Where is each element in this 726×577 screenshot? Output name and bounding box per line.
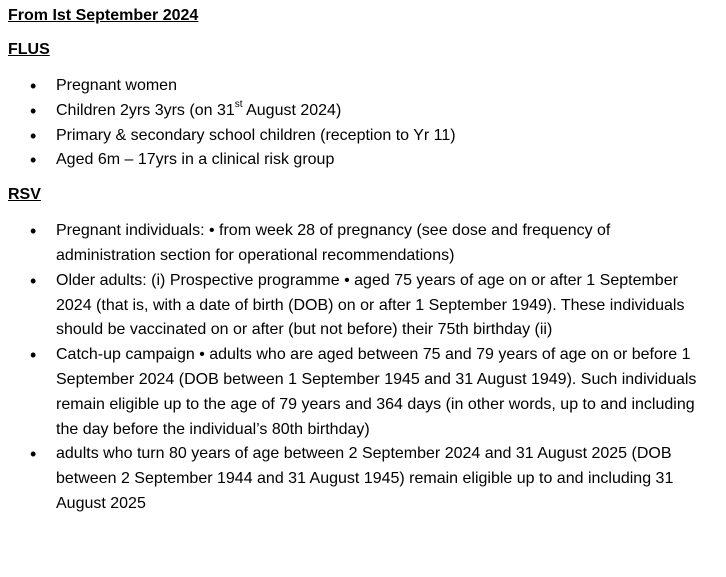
flus-item-children-sup: st	[234, 99, 243, 111]
rsv-heading: RSV	[8, 186, 41, 204]
flus-item-pregnant-women: • Pregnant women	[8, 74, 708, 99]
rsv-item-pregnant-individuals: • Pregnant individuals: • from week 28 of pregnancy (see dose and frequency of administration section for operational recommendations)	[8, 219, 708, 269]
flus-item-clinical-risk: • Aged 6m – 17yrs in a clinical risk group	[8, 148, 708, 173]
rsv-item-older-adults: • Older adults: (i) Prospective programme • aged 75 years of age on or after 1 September 2024 (that is, with a date of birth (DOB) on or after 1 September 1949). These individuals should be vaccinated on or after (but not before) their 75th birthday (ii)	[8, 269, 708, 343]
rsv-item-catch-up-campaign: • Catch-up campaign • adults who are aged between 75 and 79 years of age on or before 1 September 2024 (DOB between 1 September 1945 and 31 August 1949). Such individuals remain eligible up to the age of 79 years and 364 days (in other words, up to and including the day before the individual’s 80th birthday)	[8, 343, 708, 442]
rsv-item-turn-80: • adults who turn 80 years of age between 2 September 2024 and 31 August 2025 (DOB between 2 September 1944 and 31 August 1945) remain eligible up to and including 31 August 2025	[8, 442, 708, 516]
date-heading: From Ist September 2024	[8, 7, 199, 24]
flus-item-school-children: • Primary & secondary school children (reception to Yr 11)	[8, 124, 708, 149]
rsv-list	[8, 219, 708, 517]
flus-item-children	[8, 99, 708, 124]
flus-item-children-pre: Children 2yrs 3yrs (on 31	[56, 101, 235, 119]
flus-item-children-post: August 2024)	[242, 101, 342, 119]
flus-list	[8, 74, 708, 173]
flus-heading: FLUS	[8, 41, 50, 58]
document	[8, 6, 708, 529]
